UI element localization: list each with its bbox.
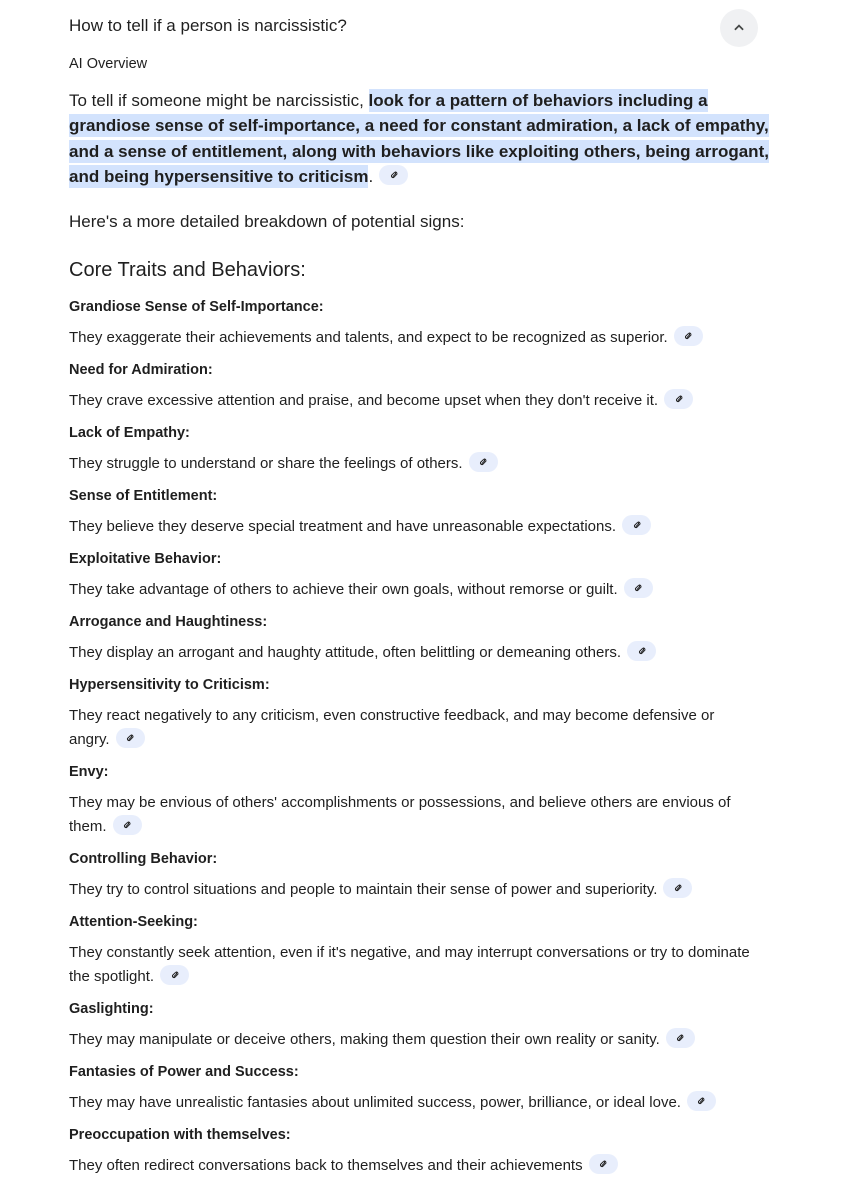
trait-description [69,326,759,350]
trait-description-text: They may have unrealistic fantasies about unlimited success, power, brilliance, or ideal love. [69,1094,681,1111]
trait-item [69,486,759,539]
trait-description [69,1091,759,1115]
trait-item [69,762,759,839]
trait-description [69,1154,759,1178]
trait-title: Need for Admiration: [69,362,213,378]
source-link-button[interactable] [664,389,693,409]
trait-description [69,452,759,476]
link-icon [696,1096,706,1106]
link-icon [478,457,488,467]
intro-text: To tell if someone might be narcissistic, [69,91,369,110]
source-link-button[interactable] [113,815,142,835]
trait-description-text: They may be envious of others' accomplishments or possessions, and believe others are envious of them. [69,794,731,835]
trait-description-text: They take advantage of others to achieve their own goals, without remorse or guilt. [69,581,618,598]
source-link-button[interactable] [663,878,692,898]
trait-item [69,612,759,665]
source-link-button[interactable] [116,728,145,748]
trait-description-text: They exaggerate their achievements and talents, and expect to be recognized as superior. [69,329,668,346]
link-icon [598,1159,608,1169]
trait-description-text: They try to control situations and people to maintain their sense of power and superiority. [69,881,658,898]
trait-description-text: They may manipulate or deceive others, making them question their own reality or sanity. [69,1031,660,1048]
question-title: How to tell if a person is narcissistic? [69,16,347,35]
link-icon [389,170,399,180]
intro-highlight: look for a pattern of behaviors including a grandiose sense of self-importance, a need for constant admiration, a lack of empathy, and a sense of entitlement, along with behaviors like exploiting others, being arrogant, and being hypersensitive to criticism [69,91,769,186]
intro-paragraph [69,88,769,189]
link-icon [170,970,180,980]
trait-item [69,675,759,752]
trait-title: Gaslighting: [69,1001,154,1017]
trait-title: Fantasies of Power and Success: [69,1064,299,1080]
source-link-button[interactable] [589,1154,618,1174]
traits-list [69,297,759,1188]
chevron-up-icon [732,21,746,35]
trait-description [69,878,759,902]
trait-description [69,941,759,989]
source-link-button[interactable] [624,578,653,598]
source-link-button[interactable] [160,965,189,985]
breakdown-intro: Here's a more detailed breakdown of potential signs: [69,212,465,231]
trait-title: Exploitative Behavior: [69,551,222,567]
link-icon [125,733,135,743]
trait-title: Lack of Empathy: [69,425,190,441]
link-icon [122,820,132,830]
trait-description-text: They often redirect conversations back to themselves and their achievements [69,1157,583,1174]
source-link-button[interactable] [379,165,408,185]
trait-title: Hypersensitivity to Criticism: [69,677,270,693]
trait-title: Arrogance and Haughtiness: [69,614,268,630]
trait-item [69,912,759,989]
trait-item [69,999,759,1052]
link-icon [674,394,684,404]
trait-description [69,389,759,413]
section-title: Core Traits and Behaviors: [69,259,306,281]
source-link-button[interactable] [674,326,703,346]
trait-title: Sense of Entitlement: [69,488,218,504]
link-icon [637,646,647,656]
source-link-button[interactable] [627,641,656,661]
link-icon [632,520,642,530]
trait-item [69,549,759,602]
link-icon [633,583,643,593]
trait-title: Grandiose Sense of Self-Importance: [69,299,324,315]
source-link-button[interactable] [687,1091,716,1111]
source-link-button[interactable] [622,515,651,535]
trait-item [69,1062,759,1115]
trait-item [69,849,759,902]
source-link-button[interactable] [469,452,498,472]
link-icon [673,883,683,893]
trait-title: Controlling Behavior: [69,851,218,867]
trait-title: Envy: [69,764,109,780]
collapse-button[interactable] [720,9,758,47]
trait-title: Preoccupation with themselves: [69,1127,291,1143]
trait-description-text: They react negatively to any criticism, even constructive feedback, and may become defensive or angry. [69,707,715,748]
trait-description-text: They display an arrogant and haughty attitude, often belittling or demeaning others. [69,644,622,661]
trait-description [69,515,759,539]
trait-description [69,791,759,839]
trait-description [69,578,759,602]
trait-description [69,641,759,665]
trait-description [69,704,759,752]
source-link-button[interactable] [666,1028,695,1048]
trait-item [69,423,759,476]
ai-overview-label: AI Overview [69,56,148,72]
trait-description-text: They believe they deserve special treatment and have unreasonable expectations. [69,518,617,535]
intro-end: . [368,166,374,186]
trait-item [69,297,759,350]
trait-description [69,1028,759,1052]
trait-description-text: They crave excessive attention and praise, and become upset when they don't receive it. [69,392,659,409]
trait-description-text: They constantly seek attention, even if it's negative, and may interrupt conversations or try to dominate the spotlight. [69,944,750,985]
trait-item [69,1125,759,1178]
link-icon [675,1033,685,1043]
link-icon [683,331,693,341]
trait-item [69,360,759,413]
trait-title: Attention-Seeking: [69,914,198,930]
trait-description-text: They struggle to understand or share the feelings of others. [69,455,463,472]
